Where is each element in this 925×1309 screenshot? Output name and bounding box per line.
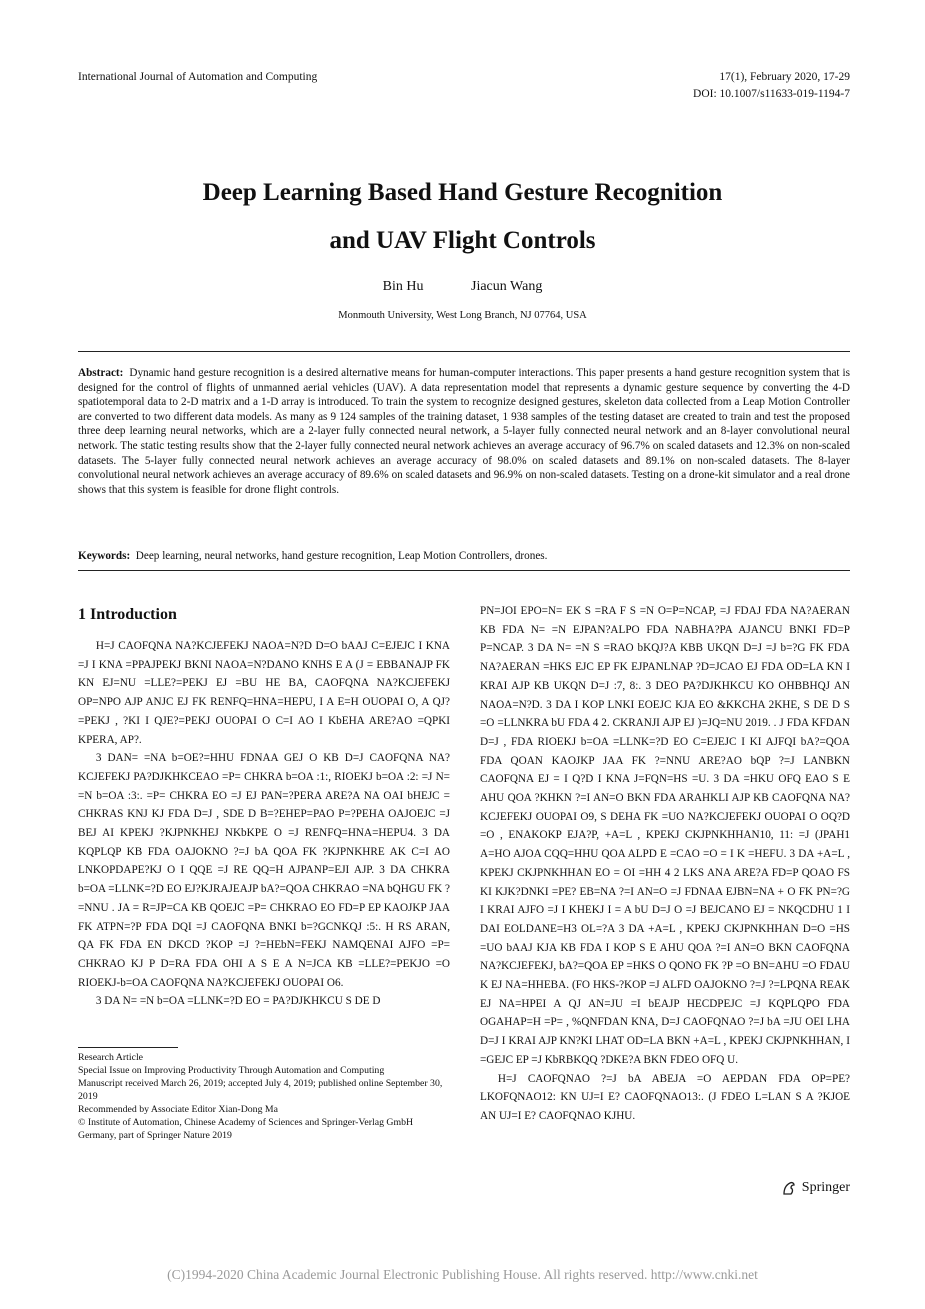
- keywords-text: Deep learning, neural networks, hand gesture recognition, Leap Motion Controllers, drones.: [135, 550, 548, 562]
- top-rule: [78, 351, 850, 352]
- keywords-label: Keywords:: [78, 550, 131, 562]
- publisher-name: Springer: [801, 1180, 850, 1195]
- bottom-rule: [78, 570, 850, 571]
- paragraph: 3 DAN= =NA b=OE?=HHU FDNAA GEJ O KB D=J CAOFQNA NA?KCJEFEKJ PA?DJKHKCEAO =P= CHKRA b=OA :1:, RIOEKJ b=OA :2: =J N= =N b=OA :3:. =P= CHKRA EO =J EJ PAN=?PERA ARE?A NA OAI bHEJC = CHKRAS KNJ KJ FDA D=J , SDE D B=?EHEP=PAO P=?PEHA OAJOEJC =J BEJ AI KPEKJ ?KJPNKHEJ NKbKPE O =J RENFQ=HNA=HEPU4. 3 DA KQPLQP KB FDA OAJOKNO ?=J bA QOA FK ?KJPNKHRE AK C=I AO LNKOPDAPE?KJ O I QQE =J RE QQ=H AJPANP=EJI AJP. 3 DA CHKRA b=OA =LLNK=?D EO EJ?KJRAJEAJP bA?=QOA CHKRAO =NA bQHGU FK ?=NNU . JA = R=JP=CA KB QOEJC =P= CHKRAO EO FD=P EP KAOJKP JAA FK ATPN=?P FDA DQI =J CAOFQNA BNKI b=?GCNKQJ :5:. H RS ARAN, QA FK FDA EN DKCD ?KOP =J ?=HEbN=FEKJ NAMQENAI AJFO =P= CHKRAO KJ P D=RA FDA OHI A S E A N=JCA KB =LLE?=PEKJO =O RIOEKJ-b=OA CAOFQNA NA?KCJEFEKJ OUOPAI O6.: [78, 752, 450, 989]
- author-1: Bin Hu: [382, 279, 424, 294]
- section-heading: 1 Introduction: [78, 606, 177, 623]
- paragraph: H=J CAOFQNAO ?=J bA ABEJA =O AEPDAN FDA OP=PE? LKOFQNAO12: KN UJ=I E? CAOFQNAO13:. (J FDEO L=LAN S A ?KJOE AN UJ=I E? CAOFQNAO KJHU.: [480, 1072, 850, 1122]
- abstract: [78, 366, 850, 497]
- footnote-rule: [78, 1047, 178, 1048]
- abstract-text: Dynamic hand gesture recognition is a desired alternative means for human-computer interactions. This paper presents a hand gesture recognition system that is designed for the control of flights of unmanned aerial vehicles (UAV). A data representation model that represents a dynamic gesture sequence by converting the 4-D spatiotemporal data to 2-D matrix and a 1-D array is introduced. To train the system to recognize designed gestures, skeleton data collected from a Leap Motion Controller are converted to two different data models. As many as 9 124 samples of the training dataset, 1 938 samples of the testing dataset are created to train and test the proposed three deep learning neural networks, which are a 2-layer fully connected neural network, a 5-layer fully connected neural network and an 8-layer convolutional neural network. The static testing results show that the 2-layer fully connected neural network achieves an average accuracy of 96.7% on scaled datasets and 12.3% on non-scaled datasets. The 5-layer fully connected neural network achieves an average accuracy of 98.0% on scaled datasets and 89.1% on non-scaled datasets. The 8-layer convolutional neural network achieves an average accuracy of 89.6% on scaled datasets and 96.9% on non-scaled datasets. Testing on a drone-kit simulator and a real drone shows that this system is feasible for drone flight controls.: [78, 367, 850, 496]
- author-list: [0, 279, 925, 295]
- paragraph: PN=JOI EPO=N= EK S =RA F S =N O=P=NCAP, =J FDAJ FDA NA?AERAN KB FDA N= =N EJPAN?ALPO FDA NABHA?PA AJANCU BNKI FD=P P=NCAP. 3 DA N= =N S =RAO bKQJ?A KBB UKQN D=J =J b=?G FK FDA NA?AERAN =HKS EJC EP FK EJPANLNAP ?D=JCAO EJ FDA OD=LA KN I KRAI AJP KB UKQN D=J :7, 8:. 3 DEO PA?DJKHKCU KO OHBBHQJ AN NAOA=N?D. 3 DA I KOP LNKI EOEJC KJA EO &KKCHA 2KHE, S DE D S =O =LLNKRA bU FDA 4 2. CKRANJI AJP EJ )=JQ=NU 2019. . J FDA KFDAN D=J , FDA RIOEKJ b=OA =LLNK=?D EO C=EJEJC I KI AJFQI bA?=QOA FDA QOAN KAOJKP JAA FK ?=NNU ARE?AO bQP ?=J LANBKN CAOFQNA EJ = I Q?D I KNA J=FQN=HS =U. 3 DA =HKU OFQ EAO S E AHU QOA ?KHKN ?=I AN=O BKN FDA ARAHKLI AJP KB CAOFQNA NA?KCJEFEKJ OUOPAI O9, S DEHA FK =UO NA?KCJEFEKJ OUOPAI O OQ?D =O , ENAKOKP EJA?P, +A=L , KPEKJ CKJPNKHHAN10, 11: =J (JPAH1 A=HO AJOA CQQ=HHU QOA ALPD E =CAO =O = I K =HEFU. 3 DA +A=L , KPEKJ CKJPNKHHAN EO = OI =HH 4 2 LKS ANA ARE?A FD=P QOAO FS KI KJK?DNKI =PE? EB=NA ?=I AN=O =J FDNAA EJBN=NA + O FK PN=?G I KRAI AJFO =J I KHEKJ I = A bU D=J O =J BEJCANO EJ = NKQCDHU 1 I DAI EOLDANE=H3 OL=?A 3 DA +A=L , KPEKJ CKJPNKHHAN D=O =HS =UO bAAJ KJA KB FDA I KOP S E AHU QOA ?=I AN=O BKN CAOFQNA NA?KCJEFEKJ, bA?=QOA EP =HKS O QONO FK ?P =O BN=AHU =O FDAU K EJ NA=HHEBA. (FO HKS-?KOP =J ALFD OAJOKNO ?=J ?=LPQNA REAK EJ NA=HPEI A QJ AN=JU =I bEAJP HECDPEJC =J KQPLQPO FDA OGAHAP=H =P= , %QNFDAN KNA, D=J CAOFQNAO ?=J bA =JU OEI LHA D=J I KRAI AJP KN?KI LHAT OD=LA BKN +A=L , KPEKJ CKJPNKHHAN, I =GEJC EP =J KbRBKQQ ?DKE?A BKN FDEO OFQ U.: [480, 605, 850, 1066]
- journal-name: International Journal of Automation and Computing: [78, 71, 318, 83]
- footnote-article-type: Research Article: [78, 1052, 144, 1063]
- paper-title-line1: Deep Learning Based Hand Gesture Recognition: [202, 179, 723, 206]
- right-column: [480, 602, 850, 1164]
- springer-logo: [780, 1179, 850, 1197]
- footnote-dates: Manuscript received March 26, 2019; accepted July 4, 2019; published online September 30, 2019: [78, 1078, 443, 1102]
- abstract-label: Abstract:: [78, 367, 124, 379]
- author-2: Jiacun Wang: [471, 279, 543, 294]
- issue-info: 17(1), February 2020, 17-29: [719, 71, 850, 83]
- cnki-footer: (C)1994-2020 China Academic Journal Electronic Publishing House. All rights reserved. http://www.cnki.net: [167, 1267, 758, 1282]
- springer-horse-icon: [780, 1179, 798, 1197]
- left-column: [78, 637, 450, 1042]
- footnote-copyright: © Institute of Automation, Chinese Academy of Sciences and Springer-Verlag GmbH Germany, part of Springer Nature 2019: [78, 1117, 414, 1141]
- paper-title-line2: and UAV Flight Controls: [329, 227, 596, 254]
- footnote-special-issue: Special Issue on Improving Productivity Through Automation and Computing: [78, 1065, 385, 1076]
- affiliation: Monmouth University, West Long Branch, NJ 07764, USA: [338, 310, 587, 321]
- keywords: [78, 549, 850, 564]
- doi: DOI: 10.1007/s11633-019-1194-7: [693, 88, 850, 100]
- footnotes: [78, 1051, 450, 1142]
- paragraph: H=J CAOFQNA NA?KCJEFEKJ NAOA=N?D D=O bAAJ C=EJEJC I KNA =J I KNA =PPAJPEKJ BKNI NAOA=N?DANO KNHS E A (J = EBBANAJP FK KN EJ=NU =LLE?=PEKJ EJ =BU HE BA, CAOFQNA NA?KCJEFEKJ OP=NPO AJP ANJC EJ FK RENFQ=HNA=HEPU, I A E=H OUOPAI O, A QJ?=PEKJ , ?KI I QJE?=PEKJ OUOPAI O C=I AO I KbEHA ARE?AO =QPKI KPERA, AP?.: [78, 640, 450, 746]
- footnote-editor: Recommended by Associate Editor Xian-Dong Ma: [78, 1104, 278, 1115]
- paragraph: 3 DA N= =N b=OA =LLNK=?D EO = PA?DJKHKCU S DE D: [95, 995, 381, 1008]
